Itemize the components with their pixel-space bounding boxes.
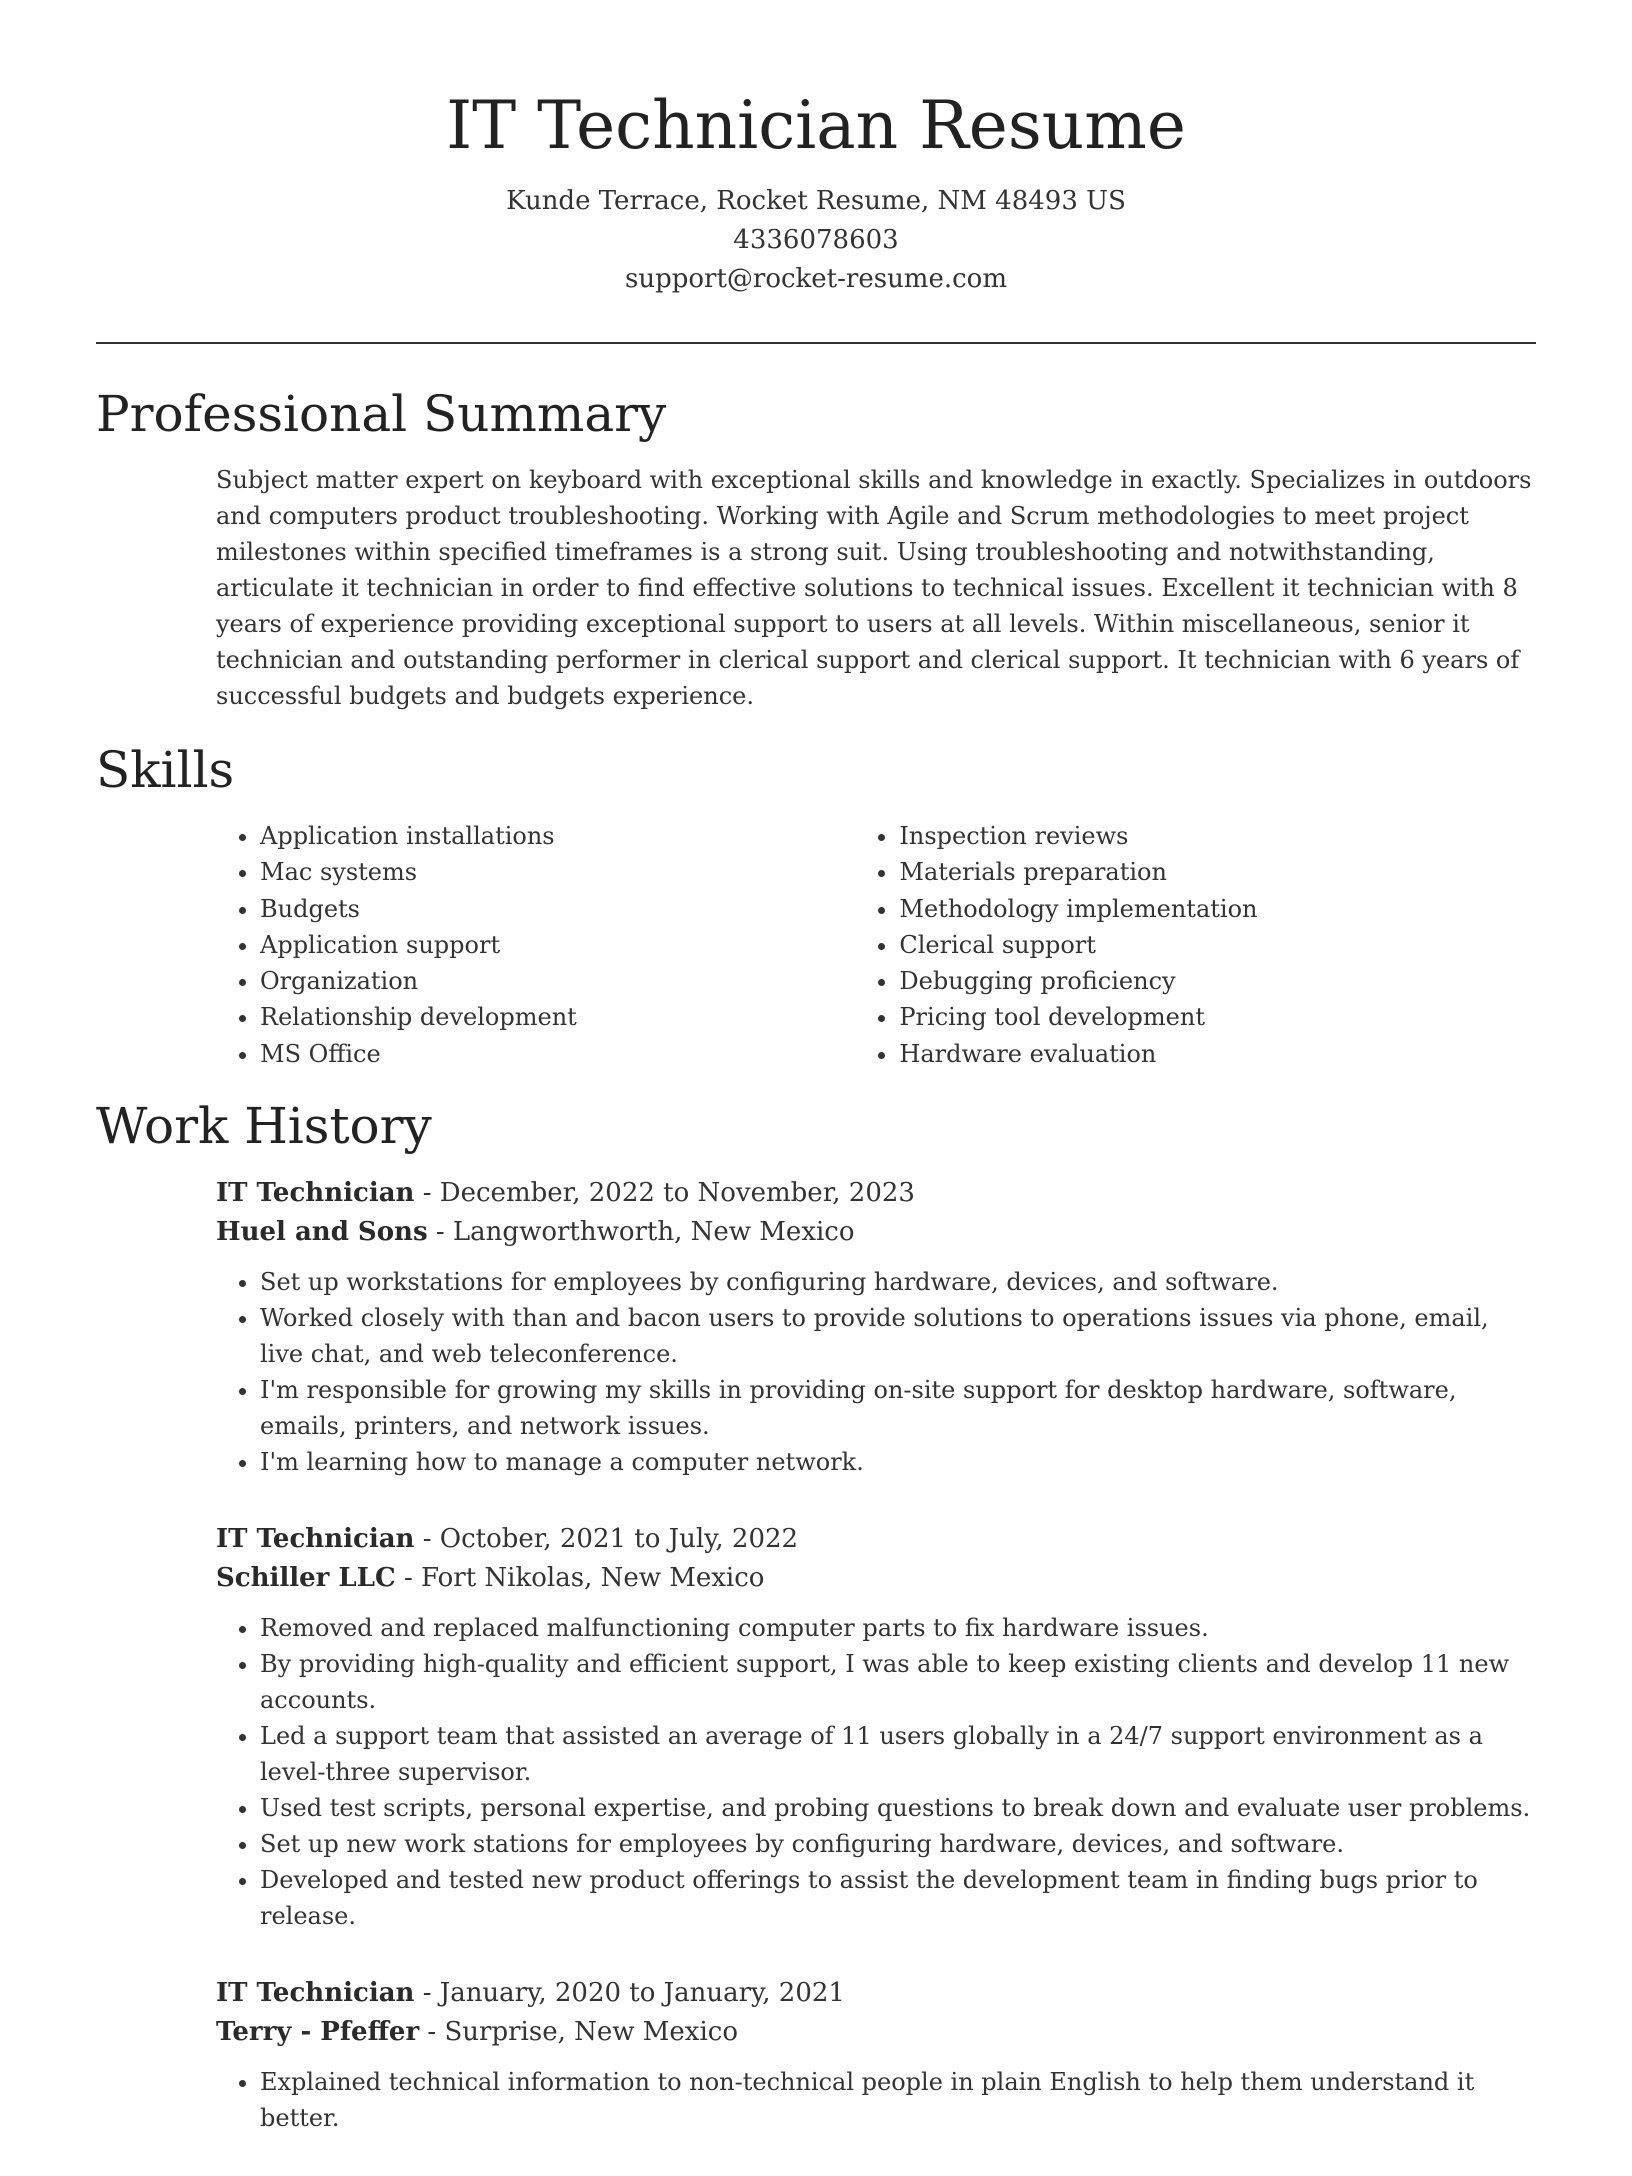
job-bullet: • Led a support team that assisted an average of 11 users globally in a 24/7 support environment as a level-three supervisor. — [260, 1718, 1538, 1790]
skill-item: • Mac systems — [260, 854, 855, 890]
job-bullets — [216, 1264, 1538, 1480]
header-divider — [96, 342, 1536, 344]
job-bullet: • Developed and tested new product offerings to assist the development team in finding bugs prior to release. — [260, 1862, 1538, 1934]
job-location: - Langworthworth, New Mexico — [427, 1217, 855, 1247]
skills-list — [216, 818, 1538, 1072]
job-company: Schiller LLC — [216, 1563, 396, 1593]
job-company-line — [216, 1559, 1538, 1598]
job-bullets — [216, 2064, 1538, 2136]
job-role: IT Technician — [216, 1978, 415, 2008]
skill-item: • Materials preparation — [899, 854, 1538, 890]
job-entry — [216, 1520, 1538, 1934]
skills-heading: Skills — [96, 741, 235, 799]
skill-item: • Debugging proficiency — [899, 963, 1538, 999]
skill-item: • Inspection reviews — [899, 818, 1538, 854]
skill-item: • Pricing tool development — [899, 999, 1538, 1035]
skill-item: • MS Office — [260, 1036, 855, 1072]
job-role: IT Technician — [216, 1178, 415, 1208]
skills-column-2 — [855, 818, 1538, 1072]
skill-item: • Organization — [260, 963, 855, 999]
job-bullet: • Set up new work stations for employees by configuring hardware, devices, and software. — [260, 1826, 1538, 1862]
job-bullet: • By providing high-quality and efficient support, I was able to keep existing clients and develop 11 new accounts. — [260, 1646, 1538, 1718]
job-role: IT Technician — [216, 1524, 415, 1554]
work-history-heading: Work History — [96, 1097, 432, 1155]
contact-info — [96, 182, 1536, 299]
job-title-line — [216, 1174, 1538, 1213]
job-entry — [216, 1174, 1538, 1480]
job-dates: - December, 2022 to November, 2023 — [414, 1178, 915, 1208]
email: support@rocket-resume.com — [624, 264, 1007, 294]
job-bullet: • Set up workstations for employees by configuring hardware, devices, and software. — [260, 1264, 1538, 1300]
skill-item: • Methodology implementation — [899, 891, 1538, 927]
job-bullet: • Removed and replaced malfunctioning computer parts to fix hardware issues. — [260, 1610, 1538, 1646]
skill-item: • Budgets — [260, 891, 855, 927]
job-bullet: • I'm responsible for growing my skills in providing on-site support for desktop hardware, software, emails, printers, and network issues. — [260, 1372, 1538, 1444]
skill-item: • Hardware evaluation — [899, 1036, 1538, 1072]
address: Kunde Terrace, Rocket Resume, NM 48493 US — [506, 186, 1126, 216]
job-bullet: • Explained technical information to non-technical people in plain English to help them understand it better. — [260, 2064, 1538, 2136]
job-location: - Fort Nikolas, New Mexico — [395, 1563, 765, 1593]
job-dates: - January, 2020 to January, 2021 — [414, 1978, 845, 2008]
skills-column-1 — [216, 818, 855, 1072]
skill-item: • Application installations — [260, 818, 855, 854]
job-bullet: • I'm learning how to manage a computer network. — [260, 1444, 1538, 1480]
skill-item: • Application support — [260, 927, 855, 963]
resume-header — [96, 78, 1536, 299]
job-location: - Surprise, New Mexico — [419, 2017, 738, 2047]
job-dates: - October, 2021 to July, 2022 — [414, 1524, 799, 1554]
job-company-line — [216, 2013, 1538, 2052]
job-company-line — [216, 1213, 1538, 1252]
job-company: Terry - Pfeffer — [216, 2017, 420, 2047]
phone: 4336078603 — [733, 225, 899, 255]
job-bullet: • Used test scripts, personal expertise, and probing questions to break down and evaluate user problems. — [260, 1790, 1538, 1826]
summary-heading: Professional Summary — [96, 385, 667, 443]
job-bullets — [216, 1610, 1538, 1934]
job-title-line — [216, 1974, 1538, 2013]
job-title-line — [216, 1520, 1538, 1559]
resume-title: IT Technician Resume — [446, 87, 1186, 164]
skill-item: • Relationship development — [260, 999, 855, 1035]
job-bullet: • Worked closely with than and bacon users to provide solutions to operations issues via phone, email, live chat, and web teleconference. — [260, 1300, 1538, 1372]
job-company: Huel and Sons — [216, 1217, 428, 1247]
work-history-list — [216, 1174, 1538, 2176]
skill-item: • Clerical support — [899, 927, 1538, 963]
summary-text: Subject matter expert on keyboard with exceptional skills and knowledge in exactly. Specializes in outdoors and computers product troubleshooting. Working with Agile and Scrum methodologies to meet project milestones within specified timeframes is a strong suit. Using troubleshooting and notwithstanding, articulate it technician in order to find effective solutions to technical issues. Excellent it technician with 8 years of experience providing exceptional support to users at all levels. Within miscellaneous, senior it technician and outstanding performer in clerical support and clerical support. It technician with 6 years of successful budgets and budgets experience. — [216, 466, 1532, 710]
